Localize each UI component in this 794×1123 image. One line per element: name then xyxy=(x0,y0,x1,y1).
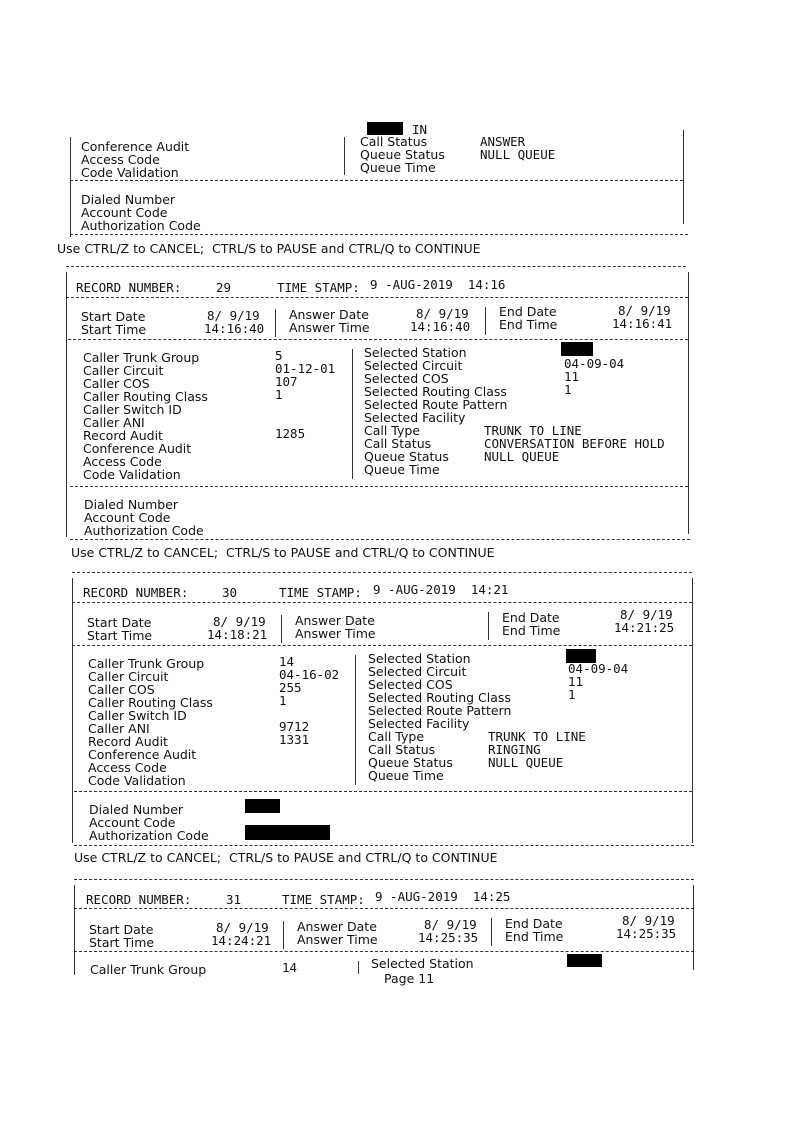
label-selected-station: Selected Station xyxy=(368,651,471,666)
value-caller-trunk-group: 14 xyxy=(279,654,295,669)
label-queue-status: Queue Status xyxy=(360,147,445,162)
end-time: 14:25:35 xyxy=(616,926,677,941)
label-caller-ani: Caller ANI xyxy=(83,415,145,430)
label-caller-cos: Caller COS xyxy=(88,682,155,697)
value-selected-circuit: 04-09-04 xyxy=(564,356,625,371)
label-access-code: Access Code xyxy=(81,152,160,167)
record-number: 31 xyxy=(226,892,242,907)
label-authorization-code: Authorization Code xyxy=(81,218,201,233)
label-dialed-number: Dialed Number xyxy=(81,192,176,207)
answer-date: 8/ 9/19 xyxy=(424,917,477,932)
value-selected-circuit: 04-09-04 xyxy=(568,661,629,676)
value-record-audit: 1331 xyxy=(279,732,310,747)
label-end-date: End Date xyxy=(499,304,557,319)
label-selected-circuit: Selected Circuit xyxy=(368,664,467,679)
label-start-date: Start Date xyxy=(87,615,152,630)
start-date: 8/ 9/19 xyxy=(213,614,266,629)
value-selected-cos: 11 xyxy=(568,674,584,689)
value-caller-circuit: 04-16-02 xyxy=(279,667,340,682)
time-stamp-label: TIME STAMP: xyxy=(279,585,362,600)
answer-time: 14:16:40 xyxy=(410,319,471,334)
label-caller-routing-class: Caller Routing Class xyxy=(88,695,213,710)
label-code-validation: Code Validation xyxy=(81,165,179,180)
record-number-label: RECORD NUMBER: xyxy=(86,892,192,907)
value-selected-routing-class: 1 xyxy=(568,687,576,702)
label-dialed-number: Dialed Number xyxy=(89,802,184,817)
label-selected-station: Selected Station xyxy=(364,345,467,360)
in-label: IN xyxy=(412,122,428,137)
label-answer-time: Answer Time xyxy=(289,320,370,335)
value-record-audit: 1285 xyxy=(275,426,306,441)
label-caller-switch-id: Caller Switch ID xyxy=(88,708,187,723)
time-stamp: 9 -AUG-2019 14:21 xyxy=(373,582,509,597)
end-date: 8/ 9/19 xyxy=(618,303,671,318)
label-answer-date: Answer Date xyxy=(289,307,369,322)
label-authorization-code: Authorization Code xyxy=(89,828,209,843)
label-selected-circuit: Selected Circuit xyxy=(364,358,463,373)
start-time: 14:18:21 xyxy=(207,627,268,642)
instruction-text: Use CTRL/Z to CANCEL; CTRL/S to PAUSE and CTRL/Q to CONTINUE xyxy=(57,241,481,256)
label-queue-status: Queue Status xyxy=(368,755,453,770)
label-code-validation: Code Validation xyxy=(88,773,186,788)
label-start-date: Start Date xyxy=(89,922,154,937)
time-stamp-label: TIME STAMP: xyxy=(277,280,360,295)
label-end-date: End Date xyxy=(502,610,560,625)
label-answer-time: Answer Time xyxy=(295,626,376,641)
label-caller-trunk-group: Caller Trunk Group xyxy=(88,656,205,671)
label-queue-time: Queue Time xyxy=(360,160,436,175)
label-queue-time: Queue Time xyxy=(368,768,444,783)
redaction-block xyxy=(245,799,280,813)
label-answer-date: Answer Date xyxy=(295,613,375,628)
value-caller-ani: 9712 xyxy=(279,719,310,734)
instruction-text: Use CTRL/Z to CANCEL; CTRL/S to PAUSE and CTRL/Q to CONTINUE xyxy=(71,545,495,560)
label-answer-time: Answer Time xyxy=(297,932,378,947)
label-call-status: Call Status xyxy=(364,436,432,451)
value-call-status: RINGING xyxy=(488,742,541,757)
redaction-block xyxy=(567,954,602,967)
label-conference-audit: Conference Audit xyxy=(81,139,190,154)
label-selected-facility: Selected Facility xyxy=(368,716,470,731)
label-caller-routing-class: Caller Routing Class xyxy=(83,389,208,404)
record-number: 30 xyxy=(222,585,238,600)
label-answer-date: Answer Date xyxy=(297,919,377,934)
label-queue-status: Queue Status xyxy=(364,449,449,464)
label-start-time: Start Time xyxy=(89,935,155,950)
label-queue-time: Queue Time xyxy=(364,462,440,477)
start-date: 8/ 9/19 xyxy=(216,920,269,935)
label-selected-routing-class: Selected Routing Class xyxy=(368,690,511,705)
label-caller-circuit: Caller Circuit xyxy=(83,363,164,378)
redaction-block xyxy=(245,825,330,840)
value-caller-trunk-group: 5 xyxy=(275,348,283,363)
value-caller-routing-class: 1 xyxy=(279,693,287,708)
label-selected-facility: Selected Facility xyxy=(364,410,466,425)
start-time: 14:16:40 xyxy=(204,321,265,336)
label-authorization-code: Authorization Code xyxy=(84,523,204,538)
answer-time: 14:25:35 xyxy=(418,930,479,945)
label-call-type: Call Type xyxy=(364,423,421,438)
value-call-status: CONVERSATION BEFORE HOLD xyxy=(484,436,665,451)
label-code-validation: Code Validation xyxy=(83,467,181,482)
label-selected-cos: Selected COS xyxy=(364,371,449,386)
label-account-code: Account Code xyxy=(81,205,168,220)
label-call-type: Call Type xyxy=(368,729,425,744)
label-call-status: Call Status xyxy=(368,742,436,757)
label-end-time: End Time xyxy=(499,317,558,332)
value-caller-circuit: 01-12-01 xyxy=(275,361,336,376)
label-caller-circuit: Caller Circuit xyxy=(88,669,169,684)
label-selected-station: Selected Station xyxy=(371,956,474,971)
label-account-code: Account Code xyxy=(89,815,176,830)
instruction-text: Use CTRL/Z to CANCEL; CTRL/S to PAUSE and CTRL/Q to CONTINUE xyxy=(74,850,498,865)
value-call-type: TRUNK TO LINE xyxy=(484,423,582,438)
label-selected-route-pattern: Selected Route Pattern xyxy=(368,703,512,718)
label-call-status: Call Status xyxy=(360,134,428,149)
label-caller-switch-id: Caller Switch ID xyxy=(83,402,182,417)
value-caller-cos: 107 xyxy=(275,374,298,389)
label-end-time: End Time xyxy=(505,929,564,944)
time-stamp: 9 -AUG-2019 14:25 xyxy=(375,889,511,904)
label-account-code: Account Code xyxy=(84,510,171,525)
label-caller-trunk-group: Caller Trunk Group xyxy=(83,350,200,365)
value-call-status: ANSWER xyxy=(480,134,526,149)
end-time: 14:16:41 xyxy=(612,316,673,331)
value-selected-routing-class: 1 xyxy=(564,382,572,397)
label-caller-cos: Caller COS xyxy=(83,376,150,391)
label-access-code: Access Code xyxy=(83,454,162,469)
value-queue-status: NULL QUEUE xyxy=(488,755,564,770)
start-date: 8/ 9/19 xyxy=(207,308,260,323)
redaction-block xyxy=(561,342,593,356)
label-conference-audit: Conference Audit xyxy=(83,441,192,456)
value-caller-trunk-group: 14 xyxy=(282,960,298,975)
label-start-time: Start Time xyxy=(81,322,147,337)
label-start-time: Start Time xyxy=(87,628,153,643)
value-caller-routing-class: 1 xyxy=(275,387,283,402)
label-dialed-number: Dialed Number xyxy=(84,497,179,512)
time-stamp-label: TIME STAMP: xyxy=(282,892,365,907)
record-number-label: RECORD NUMBER: xyxy=(76,280,182,295)
end-date: 8/ 9/19 xyxy=(622,913,675,928)
value-caller-cos: 255 xyxy=(279,680,302,695)
value-queue-status: NULL QUEUE xyxy=(480,147,556,162)
record-number-label: RECORD NUMBER: xyxy=(83,585,189,600)
record-number: 29 xyxy=(216,280,232,295)
label-end-date: End Date xyxy=(505,916,563,931)
label-record-audit: Record Audit xyxy=(88,734,168,749)
label-record-audit: Record Audit xyxy=(83,428,163,443)
value-queue-status: NULL QUEUE xyxy=(484,449,560,464)
time-stamp: 9 -AUG-2019 14:16 xyxy=(370,277,506,292)
value-selected-cos: 11 xyxy=(564,369,580,384)
label-selected-routing-class: Selected Routing Class xyxy=(364,384,507,399)
end-date: 8/ 9/19 xyxy=(620,607,673,622)
end-time: 14:21:25 xyxy=(614,620,675,635)
label-start-date: Start Date xyxy=(81,309,146,324)
label-end-time: End Time xyxy=(502,623,561,638)
page-number: Page 11 xyxy=(384,971,435,986)
label-selected-route-pattern: Selected Route Pattern xyxy=(364,397,508,412)
label-selected-cos: Selected COS xyxy=(368,677,453,692)
label-caller-ani: Caller ANI xyxy=(88,721,150,736)
value-call-type: TRUNK TO LINE xyxy=(488,729,586,744)
label-caller-trunk-group: Caller Trunk Group xyxy=(90,962,207,977)
label-access-code: Access Code xyxy=(88,760,167,775)
answer-date: 8/ 9/19 xyxy=(416,306,469,321)
start-time: 14:24:21 xyxy=(211,933,272,948)
label-conference-audit: Conference Audit xyxy=(88,747,197,762)
